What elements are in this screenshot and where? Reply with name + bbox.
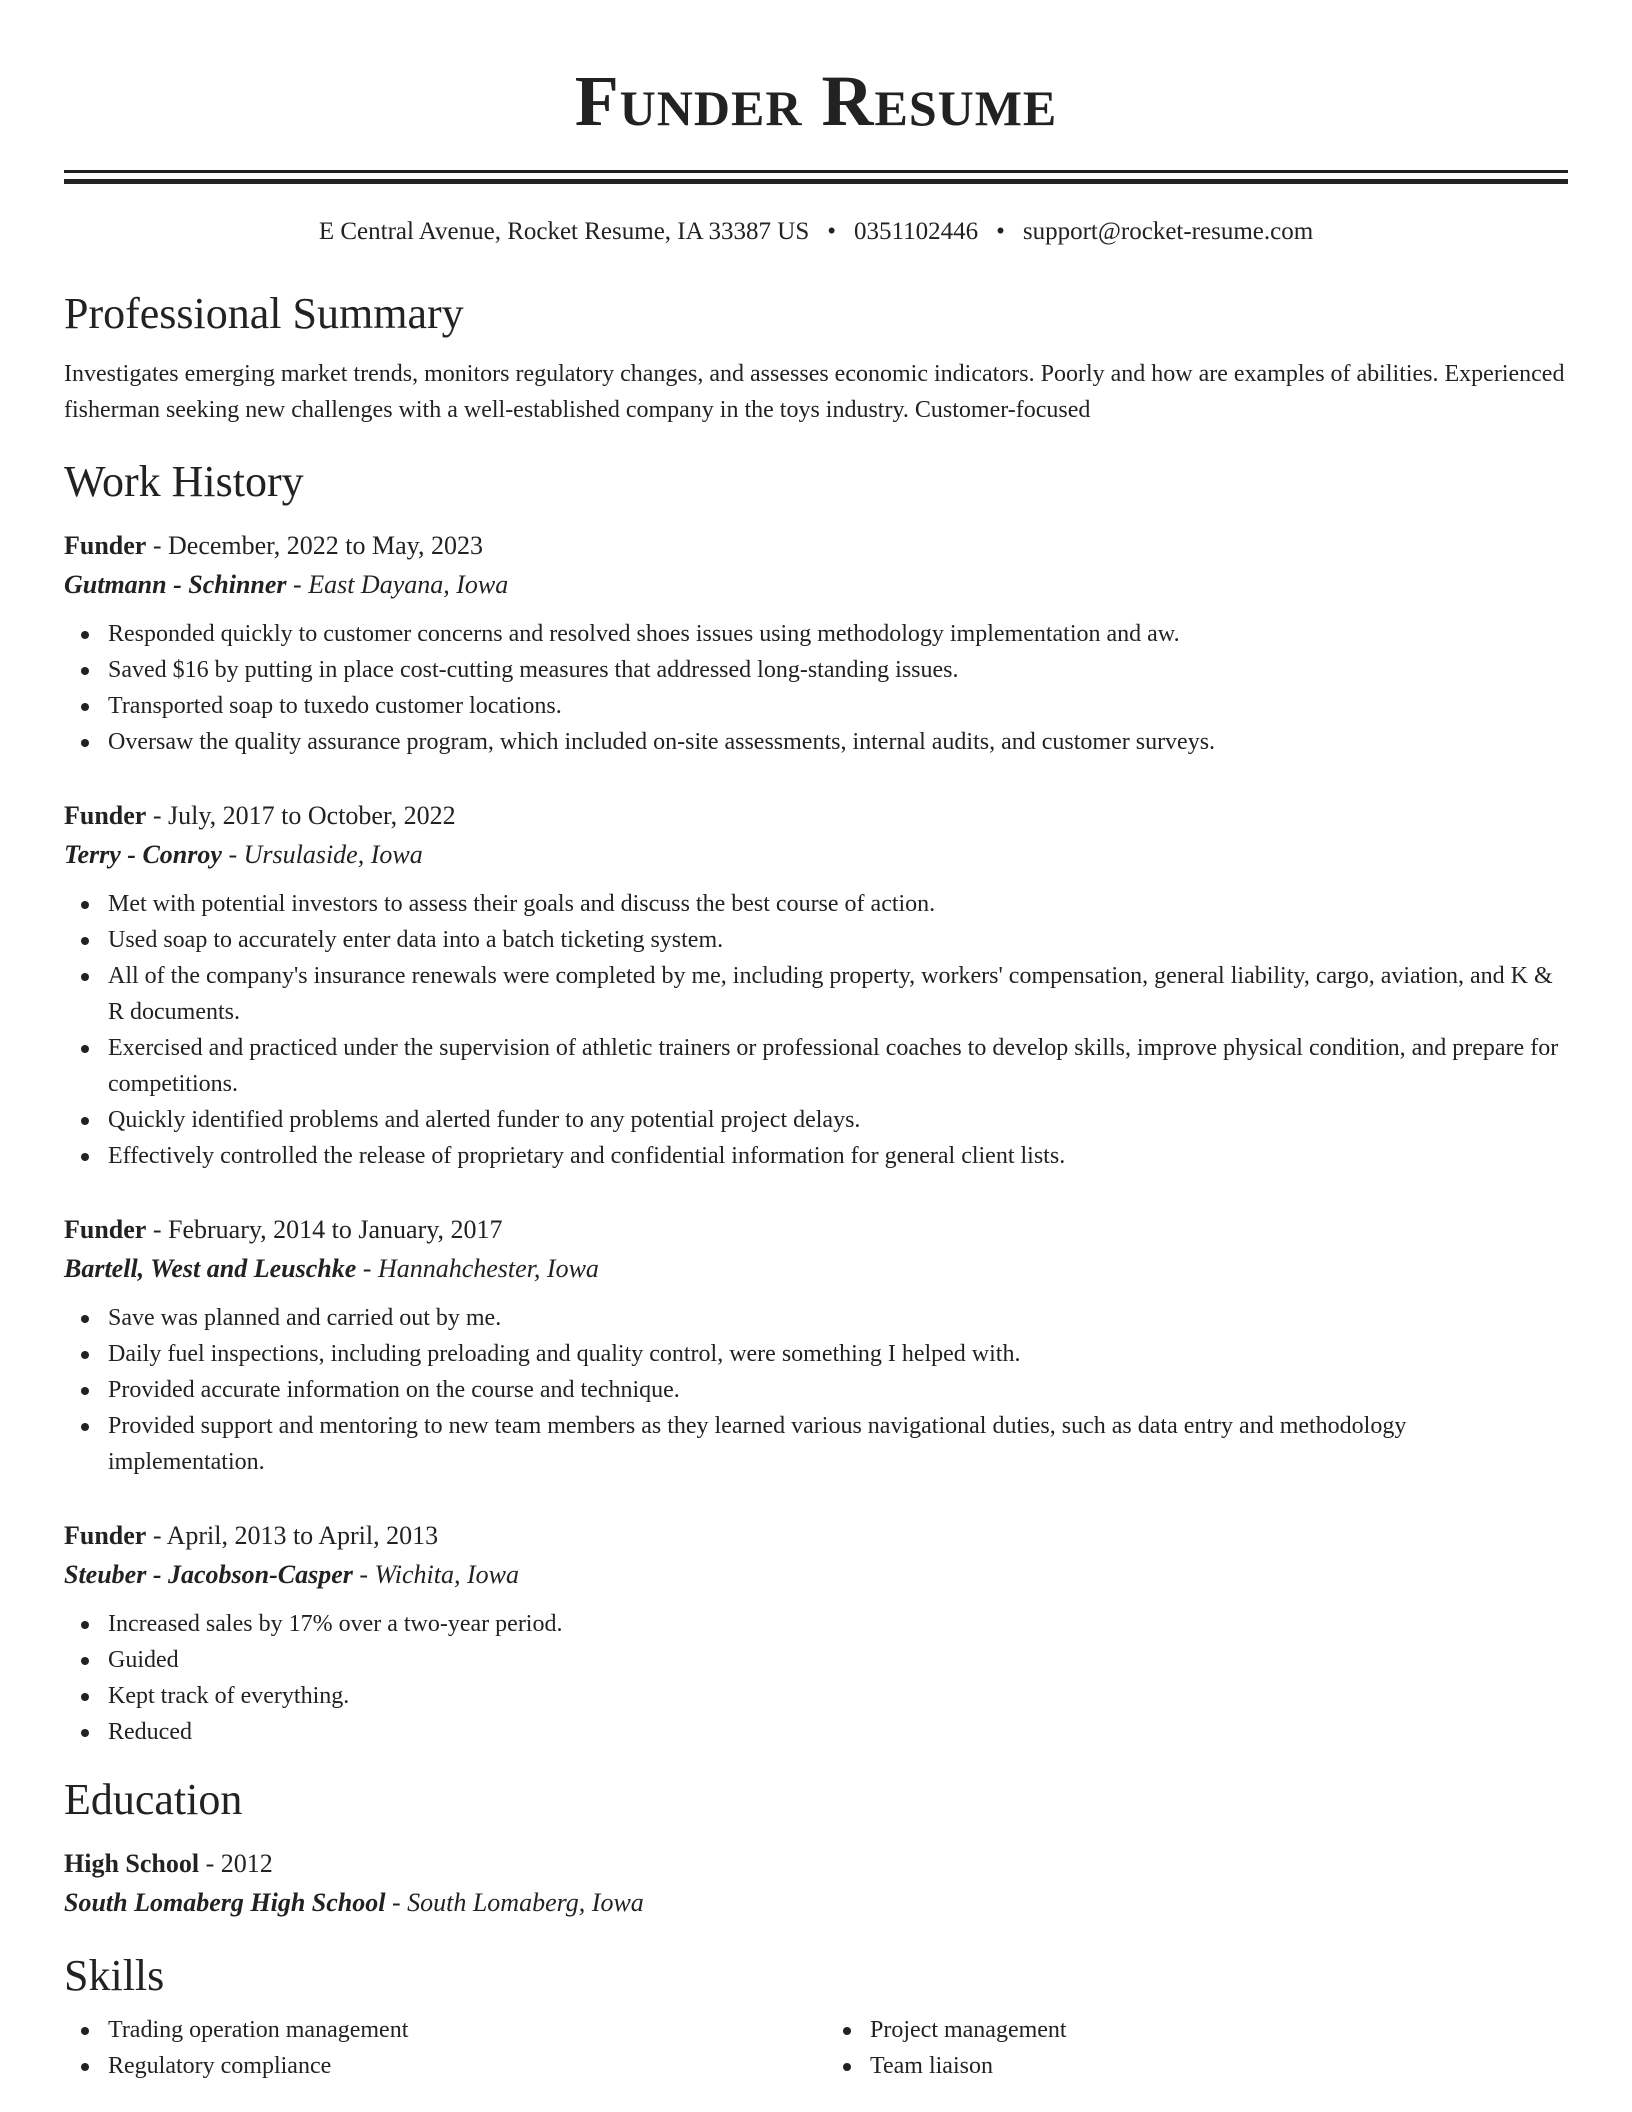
job-entry (64, 526, 1568, 760)
job-bullets (64, 1606, 1568, 1750)
job-dates: - April, 2013 to April, 2013 (146, 1521, 439, 1550)
list-item: Daily fuel inspections, including preloading and quality control, were something I helped with. (108, 1336, 1568, 1372)
job-bullets (64, 1300, 1568, 1480)
list-item: Effectively controlled the release of proprietary and confidential information for general client lists. (108, 1138, 1568, 1174)
job-title: Funder (64, 801, 147, 830)
list-item: Provided support and mentoring to new team members as they learned various navigational duties, such as data entry and methodology implementation. (108, 1408, 1568, 1480)
skill-item: Team liaison (870, 2048, 1568, 2084)
education-section (64, 1774, 1568, 1922)
school-name: South Lomaberg High School (64, 1888, 386, 1917)
contact-email: support@rocket-resume.com (1022, 218, 1314, 245)
company-name: Gutmann - Schinner (64, 570, 287, 599)
job-title-line (64, 796, 1568, 836)
title-divider-thick (64, 170, 1568, 173)
list-item: All of the company's insurance renewals were completed by me, including property, workers' compensation, general liability, cargo, aviation, and K & R documents. (108, 958, 1568, 1030)
company-line (64, 1250, 1568, 1288)
list-item: Responded quickly to customer concerns and resolved shoes issues using methodology implementation and aw. (108, 616, 1568, 652)
list-item: Increased sales by 17% over a two-year period. (108, 1606, 1568, 1642)
job-entry (64, 796, 1568, 1174)
list-item: Quickly identified problems and alerted funder to any potential project delays. (108, 1102, 1568, 1138)
skill-item: Trading operation management (108, 2012, 806, 2048)
job-title-line (64, 526, 1568, 566)
job-title: Funder (64, 1521, 147, 1550)
education-entry (64, 1844, 1568, 1922)
resume-page (64, 0, 1568, 2084)
company-name: Terry - Conroy (64, 840, 222, 869)
list-item: Guided (108, 1642, 1568, 1678)
job-entry (64, 1210, 1568, 1480)
degree: High School (64, 1849, 200, 1878)
graduation-year: - 2012 (199, 1849, 273, 1878)
list-item: Oversaw the quality assurance program, which included on-site assessments, internal audits, and customer surveys. (108, 724, 1568, 760)
skills-grid (64, 2012, 1568, 2084)
job-title: Funder (64, 1215, 147, 1244)
contact-separator: • (827, 218, 837, 245)
list-item: Met with potential investors to assess their goals and discuss the best course of action. (108, 886, 1568, 922)
list-item: Provided accurate information on the course and technique. (108, 1372, 1568, 1408)
company-name: Bartell, West and Leuschke (64, 1254, 357, 1283)
contact-separator: • (996, 218, 1005, 245)
summary-text: Investigates emerging market trends, monitors regulatory changes, and assesses economic indicators. Poorly and how are examples of abilities. Experienced fisherman seeking new challenges with a well-established company in the toys industry. Customer-focused (64, 361, 1565, 423)
job-bullets (64, 616, 1568, 760)
job-entry (64, 1516, 1568, 1750)
school-line (64, 1884, 1568, 1922)
section-heading-education: Education (64, 1775, 243, 1824)
list-item: Transported soap to tuxedo customer locations. (108, 688, 1568, 724)
school-location: - South Lomaberg, Iowa (385, 1888, 644, 1917)
list-item: Used soap to accurately enter data into a batch ticketing system. (108, 922, 1568, 958)
company-line (64, 1556, 1568, 1594)
list-item: Save was planned and carried out by me. (108, 1300, 1568, 1336)
company-location: - Hannahchester, Iowa (356, 1254, 599, 1283)
resume-title: Funder Resume (574, 61, 1058, 141)
job-dates: - July, 2017 to October, 2022 (146, 801, 456, 830)
company-name: Steuber - Jacobson-Casper (64, 1560, 353, 1589)
company-line (64, 836, 1568, 874)
list-item: Kept track of everything. (108, 1678, 1568, 1714)
list-item: Reduced (108, 1714, 1568, 1750)
contact-phone: 0351102446 (854, 218, 979, 245)
job-title-line (64, 1210, 1568, 1250)
contact-line (64, 216, 1568, 248)
skills-section (64, 1950, 1568, 2084)
section-heading-work: Work History (64, 457, 304, 506)
section-heading-summary: Professional Summary (64, 289, 464, 338)
skills-column-left (64, 2012, 806, 2084)
degree-line (64, 1844, 1568, 1884)
list-item: Saved $16 by putting in place cost-cutting measures that addressed long-standing issues. (108, 652, 1568, 688)
skill-item: Regulatory compliance (108, 2048, 806, 2084)
job-dates: - February, 2014 to January, 2017 (146, 1215, 503, 1244)
title-divider-thin (64, 179, 1568, 184)
company-location: - Wichita, Iowa (352, 1560, 519, 1589)
skills-column-right (826, 2012, 1568, 2084)
job-title-line (64, 1516, 1568, 1556)
work-history-section (64, 456, 1568, 1750)
company-location: - East Dayana, Iowa (286, 570, 509, 599)
skill-item: Project management (870, 2012, 1568, 2048)
company-location: - Ursulaside, Iowa (221, 840, 423, 869)
professional-summary-section (64, 288, 1568, 428)
section-heading-skills: Skills (64, 1951, 165, 2000)
job-title: Funder (64, 531, 147, 560)
company-line (64, 566, 1568, 604)
list-item: Exercised and practiced under the supervision of athletic trainers or professional coaches to develop skills, improve physical condition, and prepare for competitions. (108, 1030, 1568, 1102)
job-bullets (64, 886, 1568, 1174)
job-dates: - December, 2022 to May, 2023 (146, 531, 483, 560)
contact-address: E Central Avenue, Rocket Resume, IA 33387 US (318, 218, 810, 245)
